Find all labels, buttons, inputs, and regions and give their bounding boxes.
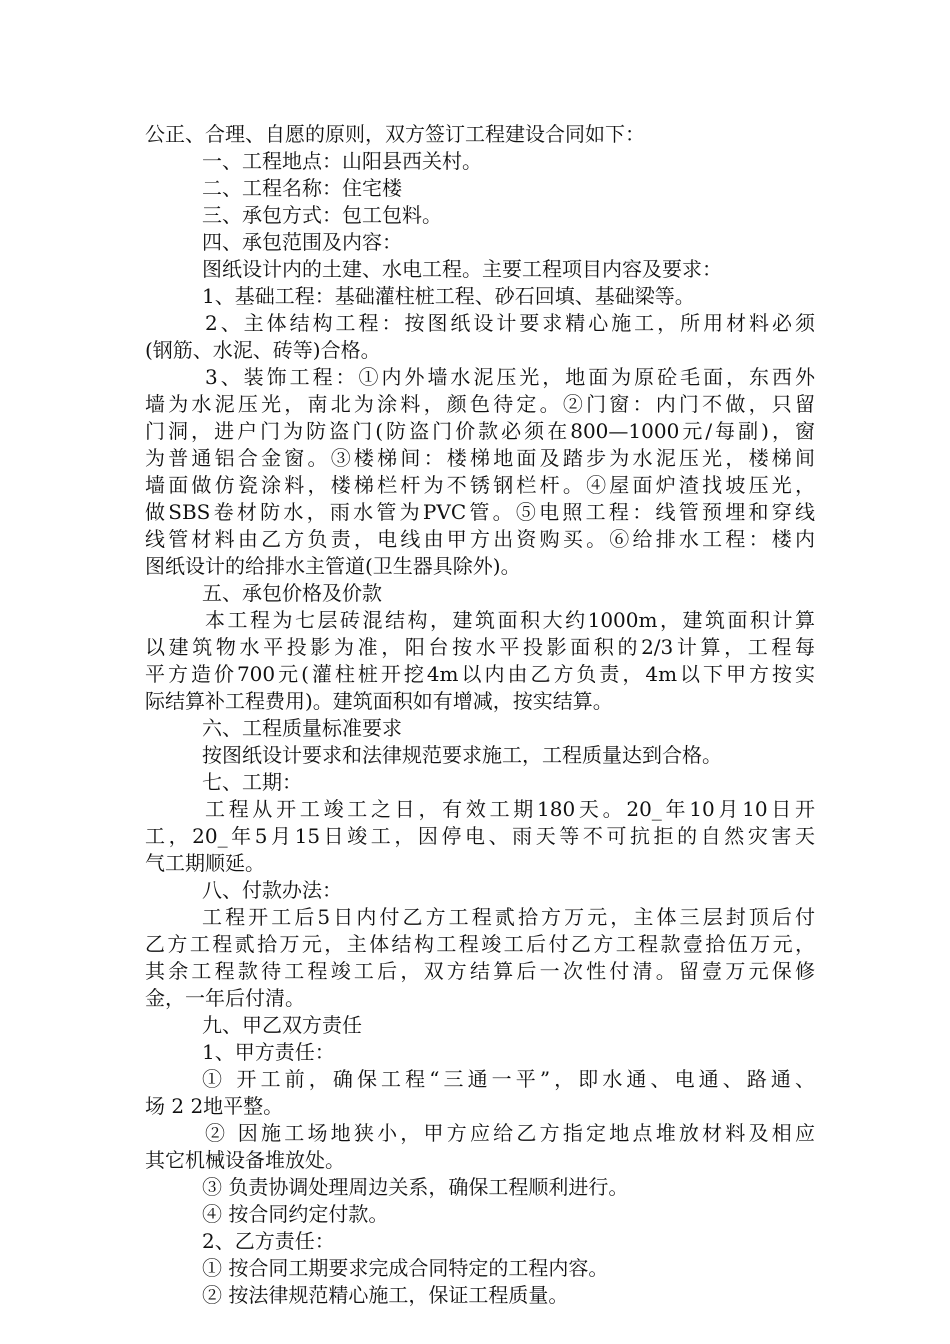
text-line: 以建筑物水平投影为准，阳台按水平投影面积的2/3计算，工程每 <box>145 635 815 659</box>
text-line: 四、承包范围及内容： <box>202 230 402 254</box>
text-line: ② 因施工场地狭小，甲方应给乙方指定地点堆放材料及相应 <box>205 1121 815 1145</box>
text-line: 乙方工程贰拾万元，主体结构工程竣工后付乙方工程款壹拾伍万元， <box>145 932 815 956</box>
text-line: 1、甲方责任： <box>202 1040 335 1064</box>
text-line: 五、承包价格及价款 <box>202 581 382 605</box>
text-line: 1、基础工程：基础灌柱桩工程、砂石回填、基础梁等。 <box>202 284 695 308</box>
document-body <box>145 121 815 1309</box>
text-line: 工，20_年5月15日竣工，因停电、雨天等不可抗拒的自然灾害天 <box>145 824 815 848</box>
text-line: 其余工程款待工程竣工后，双方结算后一次性付清。留壹万元保修 <box>145 959 815 983</box>
text-line: 际结算补工程费用)。建筑面积如有增减，按实结算。 <box>145 689 613 713</box>
text-line: ③ 负责协调处理周边关系，确保工程顺利进行。 <box>202 1175 629 1199</box>
text-line: 平方造价700元(灌柱桩开挖4m以内由乙方负责，4m以下甲方按实 <box>145 662 815 686</box>
text-line: 图纸设计的给排水主管道(卫生器具除外)。 <box>145 554 521 578</box>
text-line: 气工期顺延。 <box>145 851 265 875</box>
text-line: 2、主体结构工程：按图纸设计要求精心施工，所用材料必须 <box>205 311 815 335</box>
text-line: 场 2 2地平整。 <box>145 1094 284 1118</box>
text-line: 按图纸设计要求和法律规范要求施工，工程质量达到合格。 <box>202 743 722 767</box>
text-line: 九、甲乙双方责任 <box>202 1013 362 1037</box>
text-line: 七、工期： <box>202 770 302 794</box>
text-line: 门洞，进户门为防盗门(防盗门价款必须在800—1000元/每副)，窗 <box>145 419 815 443</box>
text-line: ① 按合同工期要求完成合同特定的工程内容。 <box>202 1256 609 1280</box>
text-line: 图纸设计内的土建、水电工程。主要工程项目内容及要求： <box>202 257 722 281</box>
text-line: 金，一年后付清。 <box>145 986 305 1010</box>
text-line: 六、工程质量标准要求 <box>202 716 402 740</box>
text-line: ④ 按合同约定付款。 <box>202 1202 389 1226</box>
text-line: 做SBS卷材防水，雨水管为PVC管。⑤电照工程：线管预埋和穿线 <box>145 500 815 524</box>
text-line: 三、承包方式：包工包料。 <box>202 203 442 227</box>
text-line: ① 开工前，确保工程“三通一平”，即水通、电通、路通、 <box>202 1067 815 1091</box>
text-line: 墙面做仿瓷涂料，楼梯栏杆为不锈钢栏杆。④屋面炉渣找坡压光， <box>145 473 815 497</box>
text-line: 3、装饰工程：①内外墙水泥压光，地面为原砼毛面，东西外 <box>205 365 815 389</box>
text-line: (钢筋、水泥、砖等)合格。 <box>145 338 381 362</box>
text-line: 本工程为七层砖混结构，建筑面积大约1000m，建筑面积计算 <box>205 608 815 632</box>
text-line: 为普通铝合金窗。③楼梯间：楼梯地面及踏步为水泥压光，楼梯间 <box>145 446 815 470</box>
text-line: 其它机械设备堆放处。 <box>145 1148 345 1172</box>
text-line: 八、付款办法： <box>202 878 342 902</box>
text-line: 墙为水泥压光，南北为涂料，颜色待定。②门窗：内门不做，只留 <box>145 392 815 416</box>
text-line: 工程开工后5日内付乙方工程贰拾方万元，主体三层封顶后付 <box>202 905 815 929</box>
text-line: 2、乙方责任： <box>202 1229 335 1253</box>
text-line: 线管材料由乙方负责，电线由甲方出资购买。⑥给排水工程：楼内 <box>145 527 815 551</box>
text-line: 二、工程名称：住宅楼 <box>202 176 402 200</box>
document-page <box>145 121 815 1309</box>
text-line: 工程从开工竣工之日，有效工期180天。20_年10月10日开 <box>205 797 815 821</box>
text-line: ② 按法律规范精心施工，保证工程质量。 <box>202 1283 569 1307</box>
text-line: 公正、合理、自愿的原则，双方签订工程建设合同如下： <box>145 122 645 146</box>
text-line: 一、工程地点：山阳县西关村。 <box>202 149 482 173</box>
